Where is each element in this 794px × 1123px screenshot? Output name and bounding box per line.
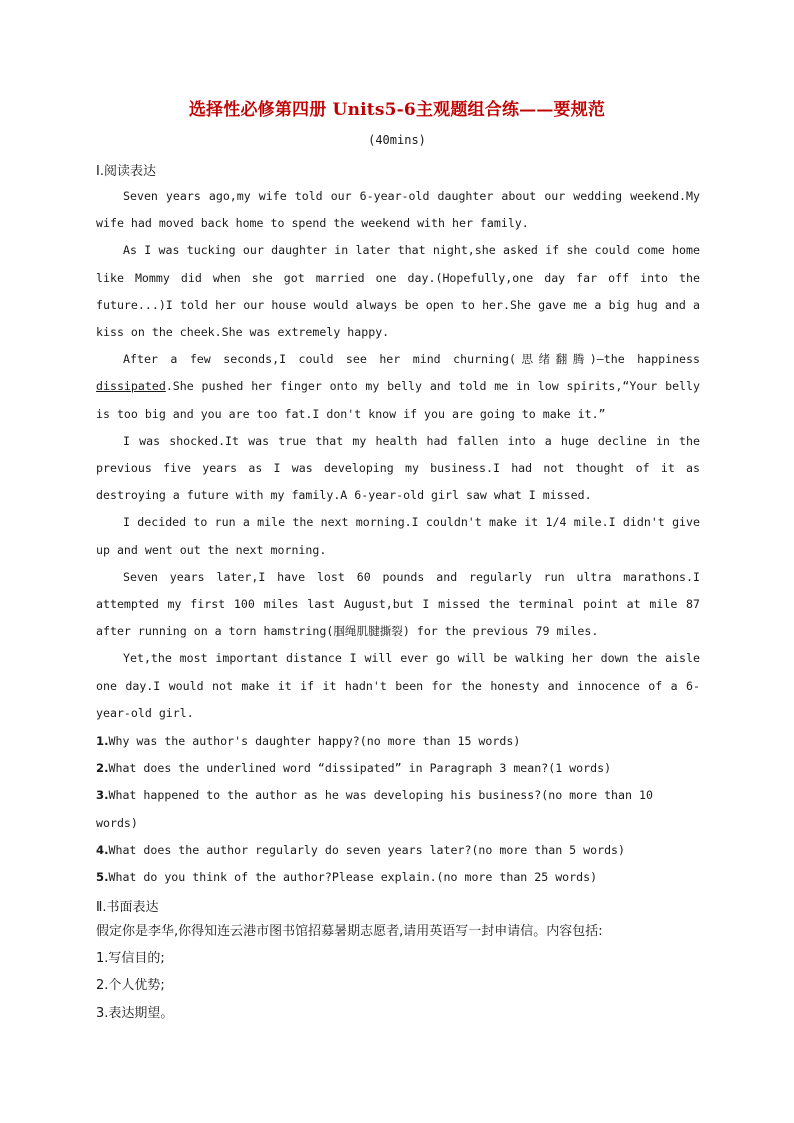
writing-requirement: 3.表达期望。 xyxy=(96,1005,174,1021)
question-item xyxy=(96,782,700,836)
question-item xyxy=(96,837,700,864)
passage-paragraph: Seven years ago,my wife told our 6-year-old daughter about our wedding weekend.My wife had moved back home to spend the weekend with her family. xyxy=(96,189,700,231)
passage-paragraph: Seven years later,I have lost 60 pounds and regularly run ultra marathons.I attempted my first 100 miles last August,but I missed the terminal point at mile 87 after running on a torn hamstring(腘绳肌腱撕裂) for the previous 79 miles. xyxy=(96,569,700,639)
question-number: 5. xyxy=(96,870,109,885)
underlined-word: dissipated xyxy=(96,379,166,394)
question-number: 3. xyxy=(96,788,109,803)
writing-requirement: 1.写信目的; xyxy=(96,951,165,967)
time-limit: (40mins) xyxy=(368,133,426,147)
paragraph-text: .She pushed her finger onto my belly and told me in low spirits,“Your belly is too big and you are too fat.I don't know if you are going to make it.” xyxy=(96,379,700,421)
reading-passage xyxy=(96,183,700,727)
passage-paragraph: As I was tucking our daughter in later that night,she asked if she could come home like Mommy did when she got married one day.(Hopefully,one day far off into the future...)I told her our house would always be open to her.She gave me a big hug and a kiss on the cheek.She was extremely happy. xyxy=(96,243,700,340)
writing-task xyxy=(96,918,700,1027)
question-text: What do you think of the author?Please explain.(no more than 25 words) xyxy=(108,870,598,885)
passage-paragraph: I decided to run a mile the next morning.I couldn't make it 1/4 mile.I didn't give up and went out the next morning. xyxy=(96,515,700,557)
question-text: What happened to the author as he was developing his business?(no more than 10 words) xyxy=(96,788,653,830)
question-item xyxy=(96,864,700,891)
question-text: What does the author regularly do seven years later?(no more than 5 words) xyxy=(108,842,626,857)
passage-paragraph xyxy=(96,346,700,428)
passage-paragraph: Yet,the most important distance I will ever go will be walking her down the aisle one day.I would not make it if it hadn't been for the honesty and innocence of a 6-year-old girl. xyxy=(96,651,700,720)
question-number: 1. xyxy=(96,734,109,748)
question-number: 2. xyxy=(96,761,109,776)
document-title: 选择性必修第四册 Units5-6主观题组合练——要规范 xyxy=(188,100,606,120)
question-text: Why was the author's daughter happy?(no more than 15 words) xyxy=(108,734,521,748)
paragraph-text: After a few seconds,I could see her mind churning(思绪翻腾)—the happiness xyxy=(123,352,700,367)
section-2-heading: Ⅱ.书面表达 xyxy=(96,900,159,915)
writing-requirement: 2.个人优势; xyxy=(96,978,165,994)
writing-prompt: 假定你是李华,你得知连云港市图书馆招募暑期志愿者,请用英语写一封申请信。内容包括: xyxy=(96,924,603,939)
question-item xyxy=(96,755,700,782)
question-text: What does the underlined word “dissipated” in Paragraph 3 mean?(1 words) xyxy=(108,761,612,776)
question-item xyxy=(96,728,700,755)
passage-paragraph: I was shocked.It was true that my health had fallen into a huge decline in the previous five years as I was developing my business.I had not thought of it as destroying a future with my family.A 6-year-old girl saw what I missed. xyxy=(96,433,700,503)
question-list xyxy=(96,728,700,891)
question-number: 4. xyxy=(96,842,109,857)
section-1-heading: Ⅰ.阅读表达 xyxy=(96,164,156,179)
